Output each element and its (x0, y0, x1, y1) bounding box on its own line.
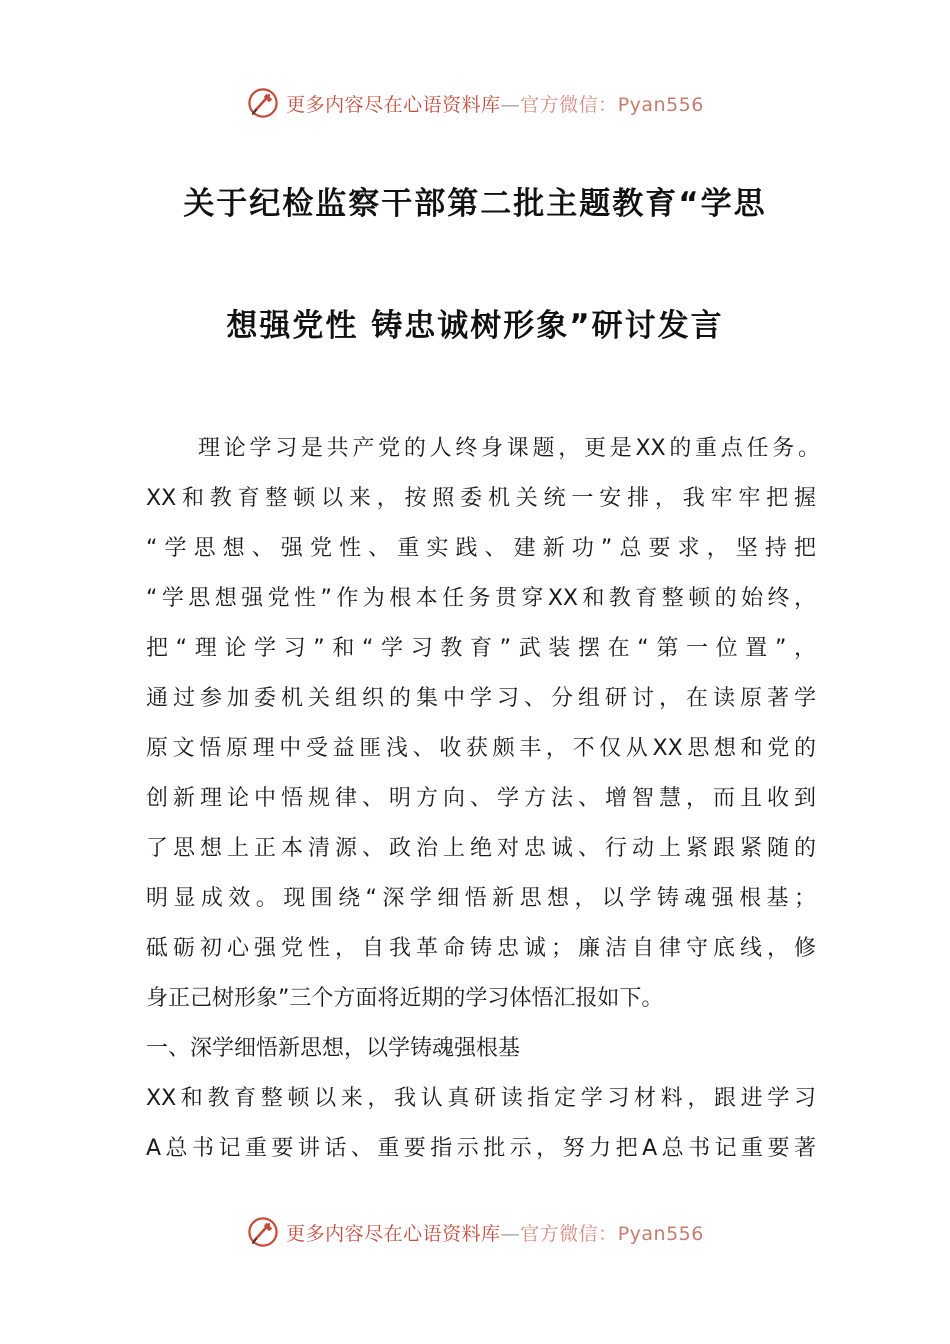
body-line: 通过参加委机关组织的集中学习、分组研讨，在读原著学 (146, 686, 816, 711)
pen-logo-icon (246, 86, 280, 120)
body-line: “学思想、强党性、重实践、建新功”总要求，坚持把 (146, 536, 816, 561)
watermark-brand: 更多内容尽在心语资料库 (286, 93, 501, 116)
body-line: 砥砺初心强党性，自我革命铸忠诚；廉洁自律守底线，修 (146, 936, 816, 961)
body-line: 身正己树形象”三个方面将近期的学习体悟汇报如下。 (146, 986, 664, 1011)
watermark-contact-label: 官方微信： (520, 93, 618, 116)
body-line: A总书记重要讲话、重要指示批示，努力把A总书记重要著 (146, 1136, 816, 1161)
watermark-footer (0, 1212, 950, 1252)
watermark-contact-label: 官方微信： (520, 1222, 618, 1245)
body-line: 了思想上正本清源、政治上绝对忠诚、行动上紧跟紧随的 (146, 836, 816, 861)
watermark-contact-id: Pyan556 (617, 1222, 704, 1245)
document-title-line-1: 关于纪检监察干部第二批主题教育“学思 (183, 186, 767, 222)
body-line: 原文悟原理中受益匪浅、收获颇丰，不仅从XX思想和党的 (146, 736, 816, 761)
body-line: XX和教育整顿以来，我认真研读指定学习材料，跟进学习 (146, 1086, 816, 1111)
watermark-text (286, 1219, 704, 1246)
body-line: 创新理论中悟规律、明方向、学方法、增智慧，而且收到 (146, 786, 816, 811)
body-line: XX和教育整顿以来，按照委机关统一安排，我牢牢把握 (146, 486, 816, 511)
body-line: “学思想强党性”作为根本任务贯穿XX和教育整顿的始终， (146, 586, 816, 611)
pen-logo-icon (246, 1215, 280, 1249)
body-line: 把“理论学习”和“学习教育”武装摆在“第一位置”， (146, 636, 816, 661)
watermark-contact-id: Pyan556 (617, 93, 704, 116)
watermark-separator: — (500, 1222, 521, 1245)
body-line: 明显成效。现围绕“深学细悟新思想，以学铸魂强根基； (146, 886, 816, 911)
document-title-line-2: 想强党性 铸忠诚树形象”研讨发言 (226, 308, 724, 344)
watermark-separator: — (500, 93, 521, 116)
watermark-text (286, 90, 704, 117)
body-line: 理论学习是共产党的人终身课题，更是XX的重点任务。 (198, 436, 820, 461)
watermark-header (0, 83, 950, 123)
section-heading: 一、深学细悟新思想，以学铸魂强根基 (146, 1036, 521, 1061)
watermark-brand: 更多内容尽在心语资料库 (286, 1222, 501, 1245)
